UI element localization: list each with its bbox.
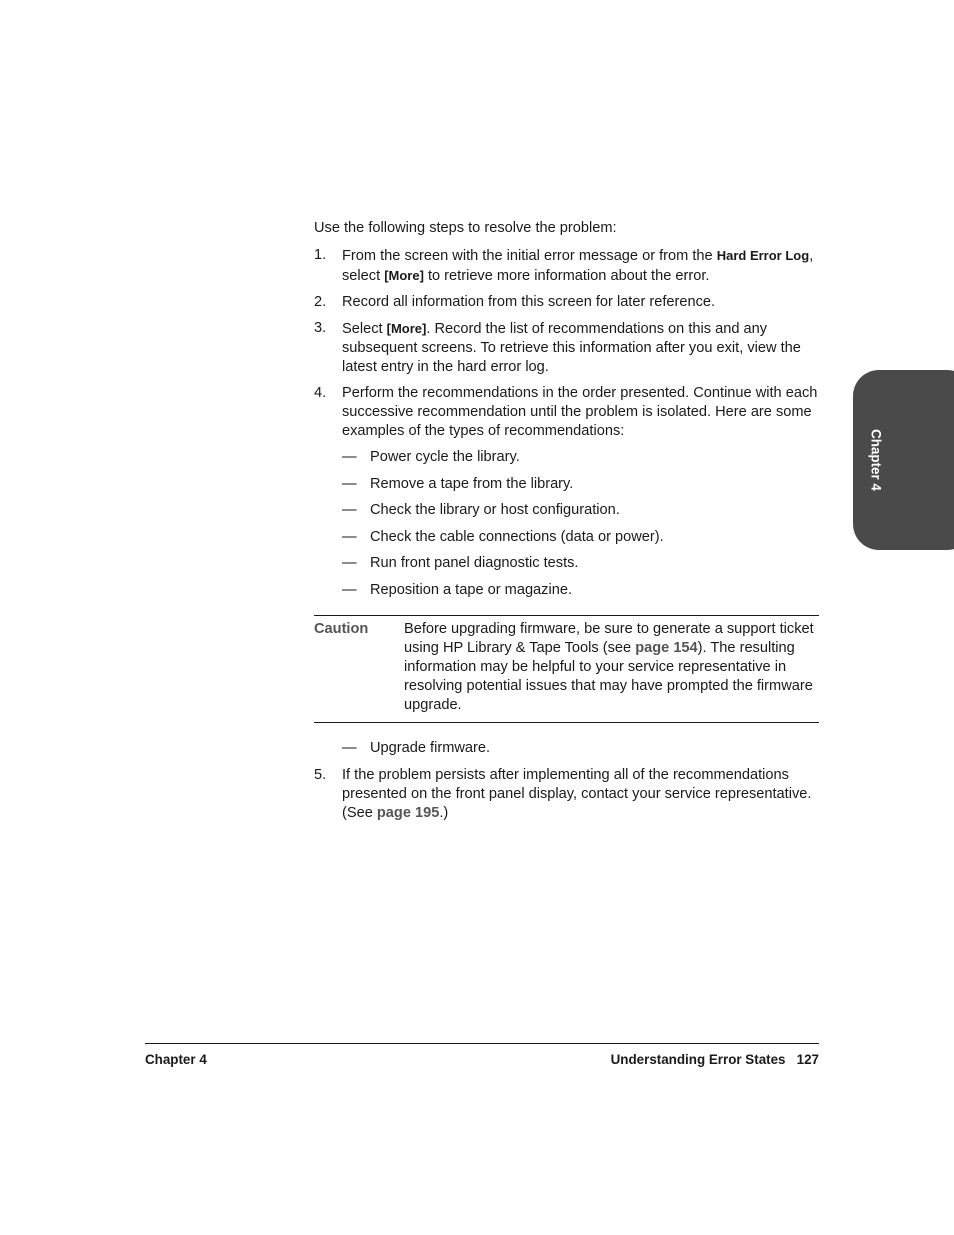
recommendation-item — [314, 581, 819, 600]
caution-label: Caution — [314, 620, 369, 637]
step-number: 3. — [314, 320, 327, 336]
recommendation-text: Remove a tape from the library. — [370, 475, 574, 492]
caution-box — [314, 615, 819, 723]
dash-bullet: — — [342, 581, 357, 598]
main-content — [314, 219, 819, 830]
step-2 — [314, 293, 819, 312]
recommendation-text: Check the cable connections (data or power). — [370, 528, 664, 545]
step-text: . Record the list of recommendations on this and any subsequent screens. To retrieve this information after you exit, view the latest entry in the hard error log. — [342, 321, 801, 375]
recommendation-text: Run front panel diagnostic tests. — [370, 555, 579, 572]
page-footer — [145, 1043, 819, 1069]
step-text: Perform the recommendations in the order presented. Continue with each successive recommendation until the problem is isolated. Here are some examples of the types of recommendations: — [342, 385, 818, 439]
caution-text-part: ). The resulting information may be helpful to your service representative in resolving potential issues that may have prompted the firmware upgrade. — [404, 639, 813, 713]
step-text: Select — [342, 321, 387, 337]
more-button-label: [More] — [384, 268, 424, 283]
recommendation-item — [314, 528, 819, 547]
footer-section-page: Understanding Error States 127 — [610, 1052, 819, 1067]
step-1 — [314, 246, 819, 286]
chapter-tab-label: Chapter 4 — [868, 429, 884, 491]
footer-chapter: Chapter 4 — [145, 1052, 207, 1067]
intro-text: Use the following steps to resolve the problem: — [314, 220, 617, 236]
hard-error-log-label: Hard Error Log — [716, 248, 810, 263]
step-number: 4. — [314, 385, 327, 401]
step-text: If the problem persists after implementing all of the recommendations presented on the front panel display, contact your service representative. (See — [342, 766, 812, 821]
recommendation-item — [314, 739, 819, 758]
step-text: , select — [342, 248, 814, 284]
step-text: .) — [439, 804, 449, 821]
step-5 — [314, 766, 819, 823]
recommendation-item — [314, 448, 819, 467]
step-number: 1. — [314, 247, 327, 263]
dash-bullet: — — [342, 555, 357, 572]
step-3 — [314, 319, 819, 377]
dash-bullet: — — [342, 449, 357, 465]
step-text: to retrieve more information about the error. — [423, 268, 710, 284]
recommendation-text: Power cycle the library. — [370, 449, 520, 465]
step-text: Record all information from this screen for later reference. — [342, 294, 716, 310]
step-number: 5. — [314, 766, 327, 783]
dash-bullet: — — [342, 502, 357, 519]
dash-bullet: — — [342, 528, 357, 545]
recommendation-text: Upgrade firmware. — [370, 739, 491, 756]
caution-text — [404, 620, 819, 715]
page-195-link[interactable]: page 195 — [376, 804, 440, 821]
recommendation-item — [314, 475, 819, 494]
step-number: 2. — [314, 294, 327, 310]
more-button-label: [More] — [386, 321, 427, 336]
recommendation-item — [314, 554, 819, 573]
page-154-link[interactable]: page 154 — [635, 639, 698, 656]
recommendation-item — [314, 501, 819, 520]
step-text: From the screen with the initial error message or from the — [342, 248, 717, 264]
dash-bullet: — — [342, 475, 357, 492]
caution-text-part: Before upgrading firmware, be sure to generate a support ticket using HP Library & Tape Tools (see — [404, 620, 814, 656]
step-4 — [314, 384, 819, 441]
recommendation-text: Reposition a tape or magazine. — [370, 581, 573, 598]
dash-bullet: — — [342, 739, 357, 756]
recommendation-text: Check the library or host configuration. — [370, 502, 620, 519]
